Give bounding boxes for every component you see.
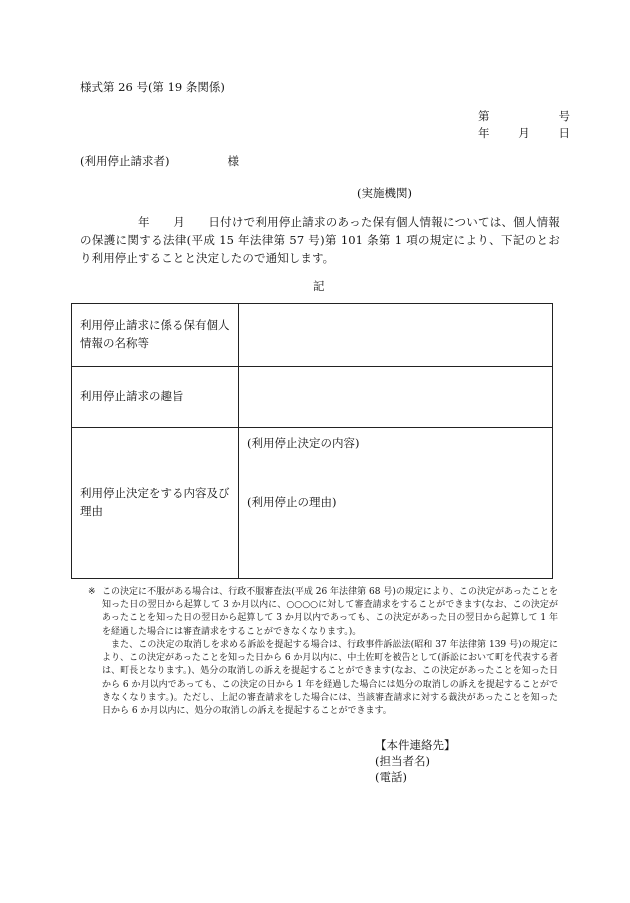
document-number-row: [478, 108, 570, 125]
date-day: 日: [558, 126, 570, 140]
requester-line: [80, 153, 239, 170]
notes-section: [88, 586, 558, 718]
contact-person-label: (担当者名): [375, 754, 430, 768]
date-row: [478, 125, 570, 142]
contact-phone-label: (電話): [375, 770, 407, 784]
form-number: 様式第 26 号(第 19 条関係): [80, 80, 225, 94]
table-row: [72, 428, 553, 579]
date-year: 年: [478, 126, 490, 140]
honorific: 様: [227, 154, 239, 168]
row-label-decision: 利用停止決定をする内容及び理由: [72, 428, 239, 579]
decision-table: [71, 303, 553, 579]
table-row: [72, 367, 553, 428]
document-number-block: [478, 108, 570, 142]
note-appeal: [88, 586, 558, 639]
table-row: [72, 304, 553, 367]
note-appeal-text: この決定に不服がある場合は、行政不服審査法(平成 26 年法律第 68 号)の規定により、この決定があったことを知った日の翌日から起算して 3 か月以内に、○○○○に対して審査請求をすることができます(なお、この決定があったことを知った日の翌日から起算して 3 か月以内であっても、この決定があった日の翌日から起算して 1 年を経過した場合には審査請求をすることができなくなります。)。: [102, 587, 558, 637]
row-value-purpose: [239, 367, 553, 428]
requester-label: (利用停止請求者): [80, 154, 170, 168]
decision-reason-label: (利用停止の理由): [247, 495, 337, 509]
row-value-info-name: [239, 304, 553, 367]
note-mark: ※: [88, 587, 96, 597]
contact-title: 【本件連絡先】: [375, 738, 456, 752]
agency-label: (実施機関): [357, 186, 412, 200]
row-value-decision: [239, 428, 553, 579]
document-number-prefix: 第: [478, 109, 490, 123]
date-month: 月: [518, 126, 530, 140]
notice-body-text: 年 月 日付けで利用停止請求のあった保有個人情報については、個人情報の保護に関する法律(平成 15 年法律第 57 号)第 101 条第 1 項の規定により、下記のとおり利用停止することと決定したので通知します。: [80, 215, 560, 266]
row-label-info-name: 利用停止請求に係る保有個人情報の名称等: [72, 304, 239, 367]
row-label-purpose: 利用停止請求の趣旨: [72, 367, 239, 428]
decision-content-label: (利用停止決定の内容): [247, 436, 360, 450]
note-lawsuit-text: また、この決定の取消しを求める訴訟を提起する場合は、行政事件訴訟法(昭和 37 年法律第 139 号)の規定により、この決定があったことを知った日から 6 か月以内に、中土佐町を被告として(訴訟において町を代表する者は、町長となります。)、処分の取消しの訴えを提起することができます(なお、この決定があったことを知った日から 6 か月以内であっても、この決定の日から 1 年を経過した場合には処分の取消しの訴えを提起することができなくなります。)。ただし、上記の審査請求をした場合には、当該審査請求に対する裁決があったことを知った日から 6 か月以内に、処分の取消しの訴えを提起することができます。: [102, 639, 558, 716]
document-number-suffix: 号: [558, 109, 570, 123]
ki-heading: 記: [313, 279, 325, 293]
contact-block: [375, 737, 456, 785]
